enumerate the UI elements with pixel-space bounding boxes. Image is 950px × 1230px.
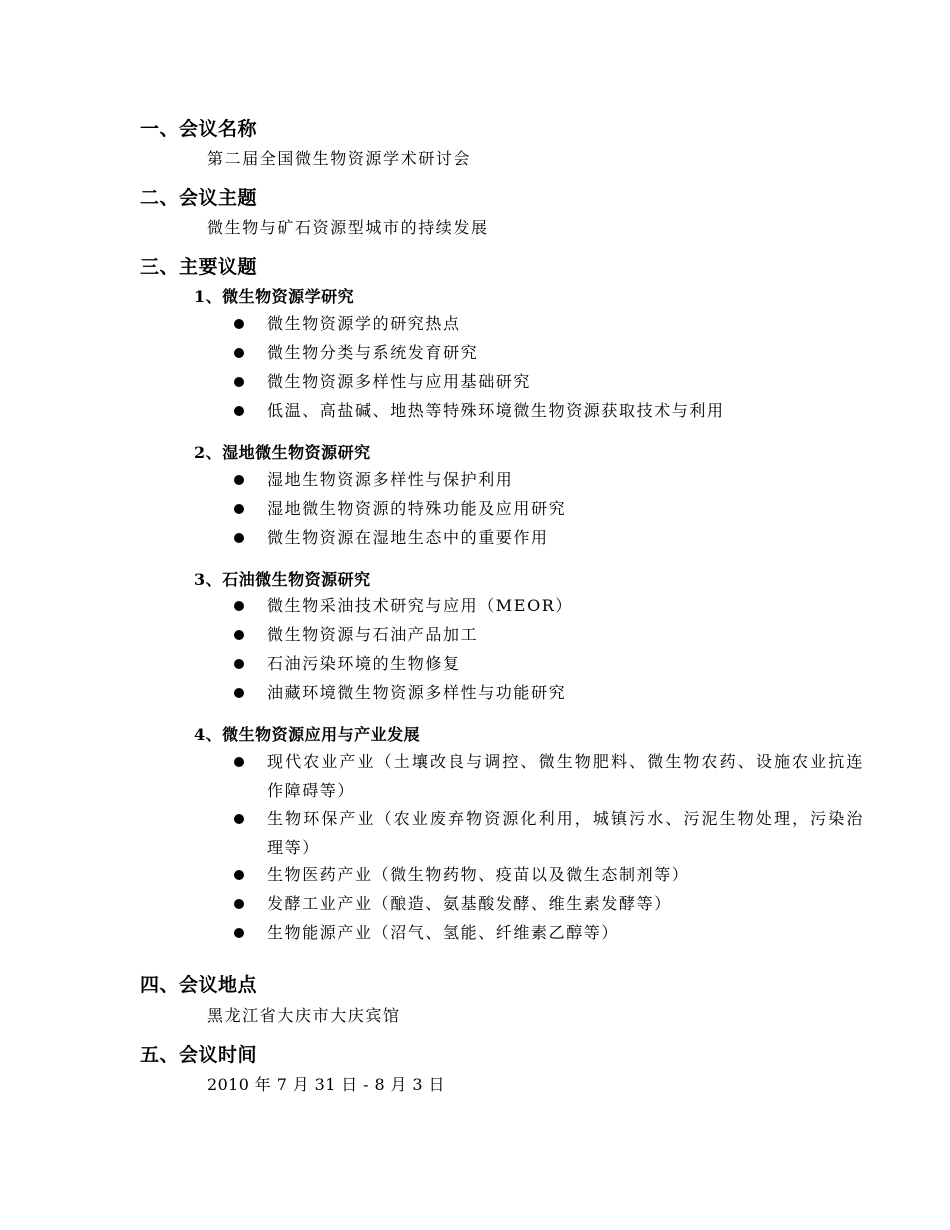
bullet-dot-icon — [234, 814, 244, 824]
list-item: 微生物采油技术研究与应用（MEOR） — [234, 591, 864, 620]
bullet-dot-icon — [234, 533, 244, 543]
bullet-dot-icon — [234, 319, 244, 329]
list-item: 石油污染环境的生物修复 — [234, 649, 864, 678]
topic-heading-3: 3、石油微生物资源研究 — [194, 570, 371, 589]
topic-heading-2: 2、湿地微生物资源研究 — [194, 443, 371, 462]
list-item: 低温、高盐碱、地热等特殊环境微生物资源获取技术与利用 — [234, 396, 864, 425]
bullet-dot-icon — [234, 899, 244, 909]
section-title-main-topics: 三、主要议题 — [140, 256, 258, 278]
section-title-meeting-venue: 四、会议地点 — [140, 974, 258, 996]
bullet-dot-icon — [234, 504, 244, 514]
bullet-dot-icon — [234, 601, 244, 611]
bullet-dot-icon — [234, 630, 244, 640]
bullet-dot-icon — [234, 870, 244, 880]
list-item: 生物医药产业（微生物药物、疫苗以及微生态制剂等） — [234, 860, 864, 889]
meeting-venue-text: 黑龙江省大庆市大庆宾馆 — [207, 1006, 401, 1025]
meeting-theme-text: 微生物与矿石资源型城市的持续发展 — [207, 218, 489, 237]
bullet-dot-icon — [234, 406, 244, 416]
list-item: 湿地微生物资源的特殊功能及应用研究 — [234, 494, 864, 523]
bullet-dot-icon — [234, 688, 244, 698]
bullet-dot-icon — [234, 348, 244, 358]
section-title-meeting-name: 一、会议名称 — [140, 118, 258, 140]
topic-heading-1: 1、微生物资源学研究 — [194, 287, 355, 306]
section-title-meeting-time: 五、会议时间 — [140, 1044, 258, 1066]
meeting-time-text: 2010 年 7 月 31 日 - 8 月 3 日 — [207, 1075, 445, 1094]
bullet-dot-icon — [234, 928, 244, 938]
list-item: 微生物资源与石油产品加工 — [234, 620, 864, 649]
topic-heading-4: 4、微生物资源应用与产业发展 — [194, 725, 421, 744]
list-item: 微生物资源多样性与应用基础研究 — [234, 367, 864, 396]
list-item: 生物能源产业（沼气、氢能、纤维素乙醇等） — [234, 918, 864, 947]
list-item: 湿地生物资源多样性与保护利用 — [234, 465, 864, 494]
list-item: 微生物资源在湿地生态中的重要作用 — [234, 523, 864, 552]
list-item: 微生物分类与系统发育研究 — [234, 338, 864, 367]
list-item: 发酵工业产业（酿造、氨基酸发酵、维生素发酵等） — [234, 889, 864, 918]
bullet-dot-icon — [234, 659, 244, 669]
bullet-dot-icon — [234, 377, 244, 387]
list-item: 生物环保产业（农业废弃物资源化利用，城镇污水、污泥生物处理，污染治理等） — [234, 804, 864, 862]
list-item: 微生物资源学的研究热点 — [234, 309, 864, 338]
list-item: 油藏环境微生物资源多样性与功能研究 — [234, 678, 864, 707]
bullet-dot-icon — [234, 757, 244, 767]
meeting-name-text: 第二届全国微生物资源学术研讨会 — [207, 149, 472, 168]
list-item: 现代农业产业（土壤改良与调控、微生物肥料、微生物农药、设施农业抗连作障碍等） — [234, 747, 864, 805]
section-title-meeting-theme: 二、会议主题 — [140, 187, 258, 209]
bullet-dot-icon — [234, 475, 244, 485]
